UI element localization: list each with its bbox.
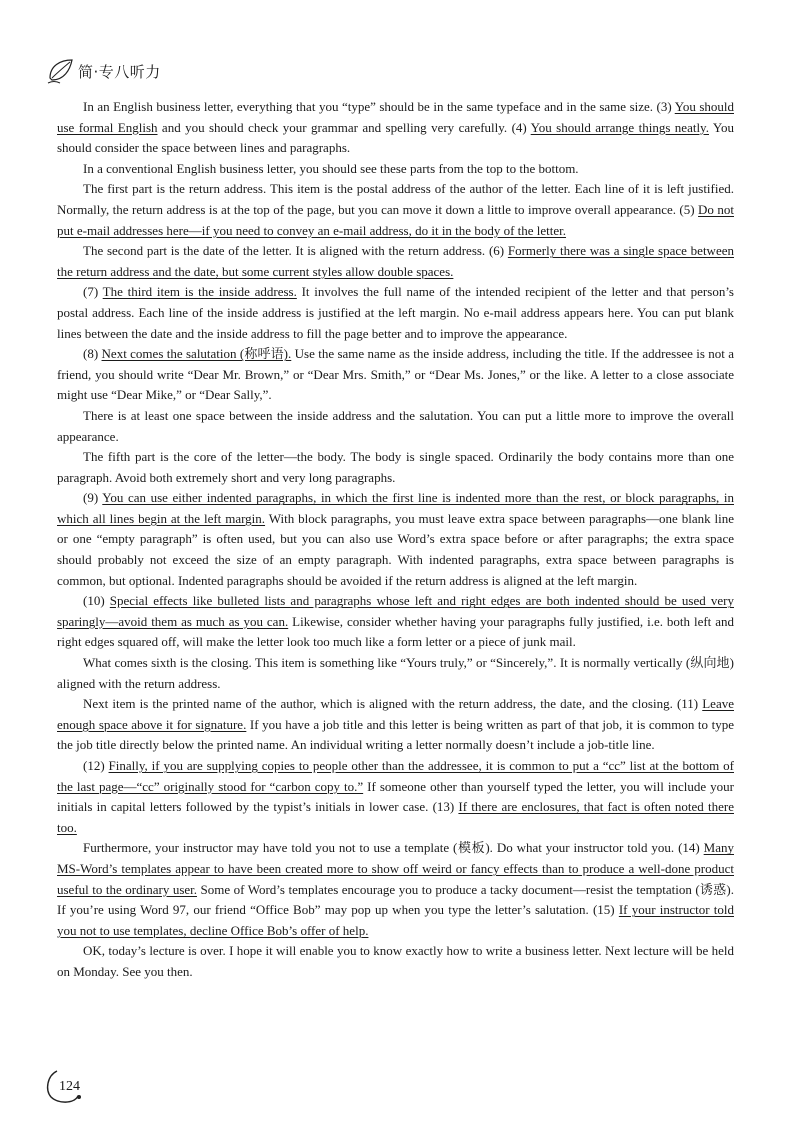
paragraph	[57, 591, 734, 653]
text-run: In a conventional English business letter, you should see these parts from the top to the bottom.	[83, 160, 579, 176]
paragraph	[57, 159, 734, 180]
paragraph	[57, 344, 734, 406]
header-title: 简·专八听力	[78, 62, 161, 81]
underlined-key-sentence: Do not put e-mail addresses here—if you need to convey an e-mail address, do it in the body of the letter.	[57, 201, 734, 238]
underlined-key-sentence: The third item is the inside address.	[102, 284, 297, 300]
text-run: The fifth part is the core of the letter—the body. The body is single spaced. Ordinarily the body contains more than one paragraph. Avoid both extremely short and very long paragraphs.	[57, 449, 734, 485]
underlined-key-sentence: You should arrange things neatly.	[530, 119, 709, 135]
underlined-key-sentence: If there are enclosures, that fact is often noted there too.	[57, 799, 734, 835]
paragraph	[57, 488, 734, 591]
paragraph	[57, 97, 734, 159]
text-run: (8)	[83, 346, 102, 362]
text-run: What comes sixth is the closing. This item is something like “Yours truly,” or “Sincerely,”. It is normally vertically (纵向地) aligned with the return address.	[57, 655, 734, 691]
text-run: With block paragraphs, you must leave extra space between paragraphs—one blank line or one “empty paragraph” is often used, but you can also use Word’s extra space before or after paragraphs; the extra space should probably not exceed the size of an empty paragraph. With indented paragraphs, extra space between paragraphs is common, but optional. Indented paragraphs should be avoided if the return address is aligned at the left margin.	[57, 510, 734, 588]
text-run: Next item is the printed name of the author, which is aligned with the return address, the date, and the closing. (11)	[83, 696, 703, 712]
paragraph	[57, 756, 734, 838]
underlined-key-sentence: Leave enough space above it for signature.	[57, 696, 734, 732]
paragraph	[57, 179, 734, 241]
lecture-text	[57, 97, 734, 983]
text-run: Use the same name as the inside address, including the title. If the addressee is not a friend, you should write “Dear Mr. Brown,” or “Dear Mrs. Smith,” or “Dear Ms. Jones,” or the like. A letter to a close associate might use “Dear Mike,” or “Dear Sally,”.	[57, 346, 734, 403]
text-run: (7)	[83, 284, 103, 300]
paragraph	[57, 694, 734, 756]
underlined-key-sentence: Finally, if you are supplying copies to people other than the addressee, it is common to put a “cc” list at the bottom of the last page—“cc” originally stood for “carbon copy to.”	[57, 758, 734, 794]
page-number-text: 124	[59, 1079, 80, 1094]
text-run: The second part is the date of the letter. It is aligned with the return address. (6)	[83, 243, 508, 259]
text-run: The first part is the return address. This item is the postal address of the author of the letter. Each line of it is left justified. Normally, the return address is at the top of the page, but you can move it down a little to improve overall appearance. (5)	[57, 181, 734, 217]
text-run: There is at least one space between the inside address and the salutation. You can put a little more to improve the overall appearance.	[57, 407, 734, 444]
underlined-key-sentence: You can use either indented paragraphs, in which the first line is indented more than the rest, or block paragraphs, in which all lines begin at the left margin.	[57, 490, 734, 526]
underlined-key-sentence: Special effects like bulleted lists and paragraphs whose left and right edges are both indented should be used very sparingly—avoid them as much as you can.	[57, 593, 734, 629]
text-run: It involves the full name of the intended recipient of the letter and that person’s postal address. Each line of the inside address is justified at the left margin. No e-mail address appears here. You can put blank lines between the date and the inside address to fill the page better and to improve the appearance.	[57, 284, 734, 341]
paragraph	[57, 941, 734, 982]
paragraph	[57, 653, 734, 694]
text-run: and you should check your grammar and spelling very carefully. (4)	[157, 119, 531, 135]
underlined-key-sentence: Next comes the salutation (称呼语).	[101, 346, 292, 362]
text-run: Likewise, consider whether having your paragraphs fully justified, i.e. both left and right edges squared off, will make the letter look too much like a form letter or a piece of junk mail.	[57, 613, 735, 650]
text-run: (10)	[83, 593, 110, 609]
page-header	[46, 56, 161, 86]
paragraph	[57, 838, 734, 941]
text-run: OK, today’s lecture is over. I hope it will enable you to know exactly how to write a business letter. Next lecture will be held on Monday. See you then.	[57, 943, 734, 979]
text-run: In an English business letter, everything that you “type” should be in the same typeface and in the same size. (3)	[83, 99, 675, 114]
paragraph	[57, 241, 734, 282]
text-run: (12)	[83, 758, 109, 773]
underlined-key-sentence: You should use formal English	[57, 99, 734, 135]
paragraph	[57, 447, 734, 488]
underlined-key-sentence: Many MS-Word’s templates appear to have been created more to show off weird or fancy effects than to produce a well-done product useful to the ordinary user.	[57, 840, 734, 897]
underlined-key-sentence: If your instructor told you not to use templates, decline Office Bob’s offer of help.	[57, 902, 734, 938]
page-number	[44, 1066, 84, 1106]
text-run: Some of Word’s templates encourage you to produce a tacky document—resist the temptation (诱惑). If you’re using Word 97, our friend “Office Bob” may pop up when you type the letter’s salutation. (15)	[57, 881, 734, 918]
leaf-logo-icon	[46, 56, 76, 86]
text-run: You should consider the space between lines and paragraphs.	[57, 119, 734, 156]
text-run: Furthermore, your instructor may have told you not to use a template (模板). Do what your instructor told you. (14)	[83, 840, 704, 856]
paragraph	[57, 406, 734, 447]
text-run: (9)	[83, 490, 103, 506]
text-run: If someone other than yourself typed the letter, you will include your initials in capital letters followed by the typist’s initials in lower case. (13)	[57, 778, 734, 815]
paragraph	[57, 282, 734, 344]
text-run: If you have a job title and this letter is being written as part of that job, it is common to type the job title directly below the printed name. An individual writing a letter normally doesn’t include a job-title line.	[57, 716, 734, 753]
underlined-key-sentence: Formerly there was a single space between the return address and the date, but some current styles allow double spaces.	[57, 243, 734, 279]
